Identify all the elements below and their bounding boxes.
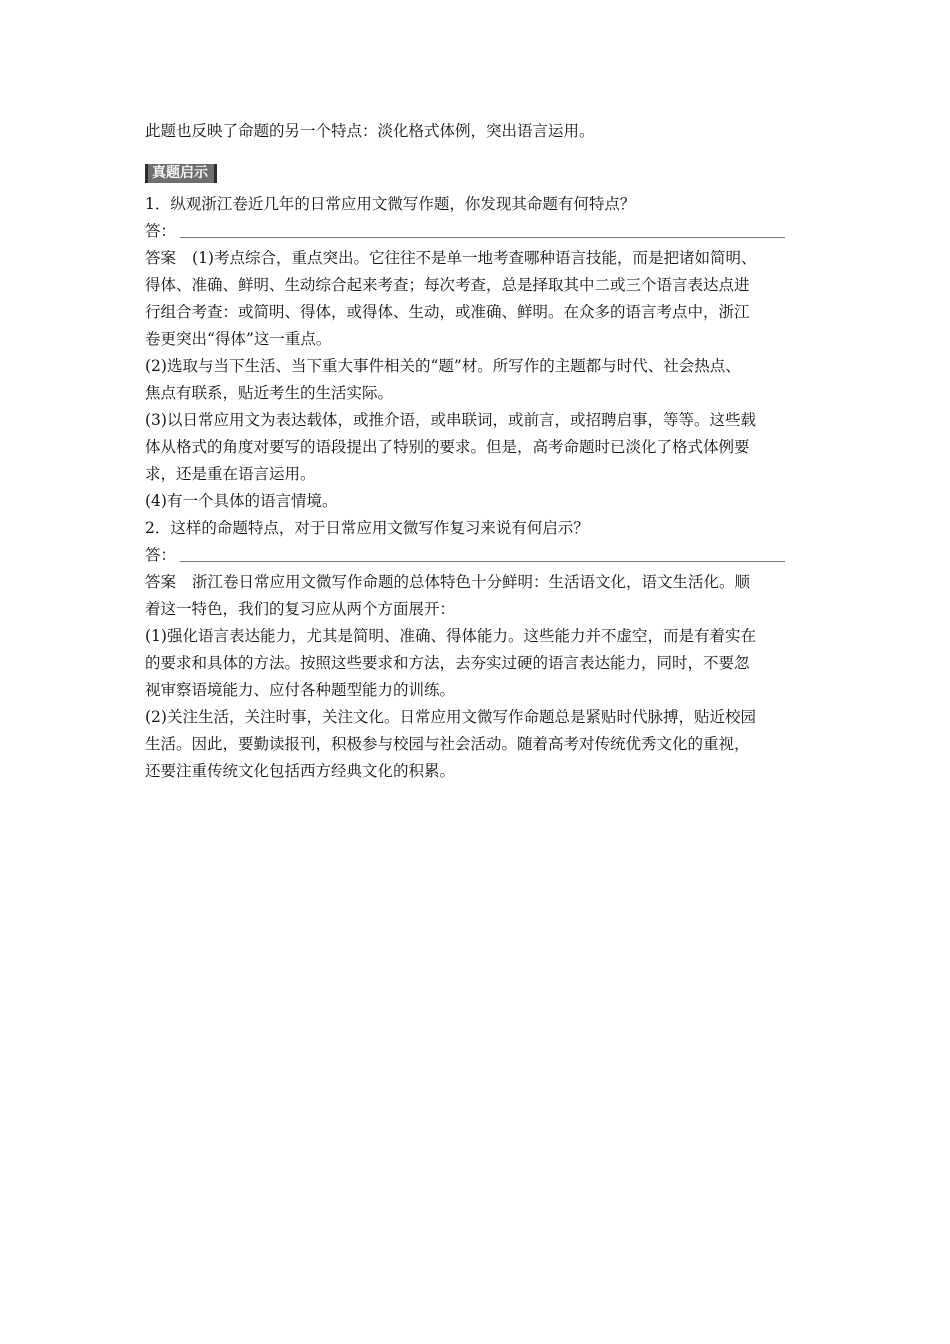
answer-1-line: (4)有一个具体的语言情境。: [145, 492, 338, 510]
answer-2-line: 的要求和具体的方法。按照这些要求和方法，去夯实过硬的语言表达能力，同时，不要忽: [145, 654, 750, 672]
answer-2-line: 生活。因此，要勤读报刊，积极参与校园与社会活动。随着高考对传统优秀文化的重视，: [145, 735, 750, 753]
answer-1-line: 卷更突出“得体”这一重点。: [145, 330, 332, 348]
answer-1-line: (2)选取与当下生活、当下重大事件相关的“题”材。所写作的主题都与时代、社会热点、: [145, 357, 741, 375]
answer-blank-line[interactable]: [180, 237, 785, 238]
answer-1-line: 行组合考查：或简明、得体，或得体、生动，或准确、鲜明。在众多的语言考点中，浙江: [145, 303, 750, 321]
section-header: [145, 159, 815, 181]
answer-field-2[interactable]: [145, 542, 815, 569]
answer-blank-line[interactable]: [180, 561, 785, 562]
answer-label: 答案: [145, 249, 177, 267]
question-1: 1．纵观浙江卷近几年的日常应用文微写作题，你发现其命题有何特点？: [145, 195, 636, 213]
answer-2-line: (2)关注生活，关注时事，关注文化。日常应用文微写作命题总是紧贴时代脉搏，贴近校园: [145, 708, 756, 726]
answer-1-line: [145, 245, 815, 272]
answer-1-line: (3)以日常应用文为表达载体，或推介语，或串联词，或前言，或招聘启事，等等。这些载: [145, 411, 756, 429]
answer-label: 答案: [145, 573, 177, 591]
document-page: [145, 118, 815, 785]
answer-2-line: [145, 569, 815, 596]
answer-text: 浙江卷日常应用文微写作命题的总体特色十分鲜明：生活语文化，语文生活化。顺: [192, 573, 751, 591]
answer-1-line: 得体、准确、鲜明、生动综合起来考查；每次考查，总是择取其中二或三个语言表达点进: [145, 276, 750, 294]
answer-text: (1)考点综合，重点突出。它往往不是单一地考查哪种语言技能，而是把诸如简明、: [192, 249, 757, 267]
answer-prompt: 答：: [145, 222, 177, 240]
answer-2-line: 着这一特色，我们的复习应从两个方面展开：: [145, 600, 456, 618]
answer-1-line: 求，还是重在语言运用。: [145, 465, 316, 483]
answer-2-line: 视审察语境能力、应付各种题型能力的训练。: [145, 681, 456, 699]
answer-2-line: (1)强化语言表达能力，尤其是简明、准确、得体能力。这些能力并不虚空，而是有着实在: [145, 627, 756, 645]
answer-2-line: 还要注重传统文化包括西方经典文化的积累。: [145, 762, 456, 780]
section-badge: 真题启示: [145, 164, 217, 183]
question-2: 2．这样的命题特点，对于日常应用文微写作复习来说有何启示？: [145, 519, 589, 537]
intro-line: 此题也反映了命题的另一个特点：淡化格式体例，突出语言运用。: [145, 122, 595, 140]
answer-1-line: 体从格式的角度对要写的语段提出了特别的要求。但是，高考命题时已淡化了格式体例要: [145, 438, 750, 456]
answer-1-line: 焦点有联系，贴近考生的生活实际。: [145, 384, 394, 402]
answer-prompt: 答：: [145, 546, 177, 564]
answer-field-1[interactable]: [145, 218, 815, 245]
